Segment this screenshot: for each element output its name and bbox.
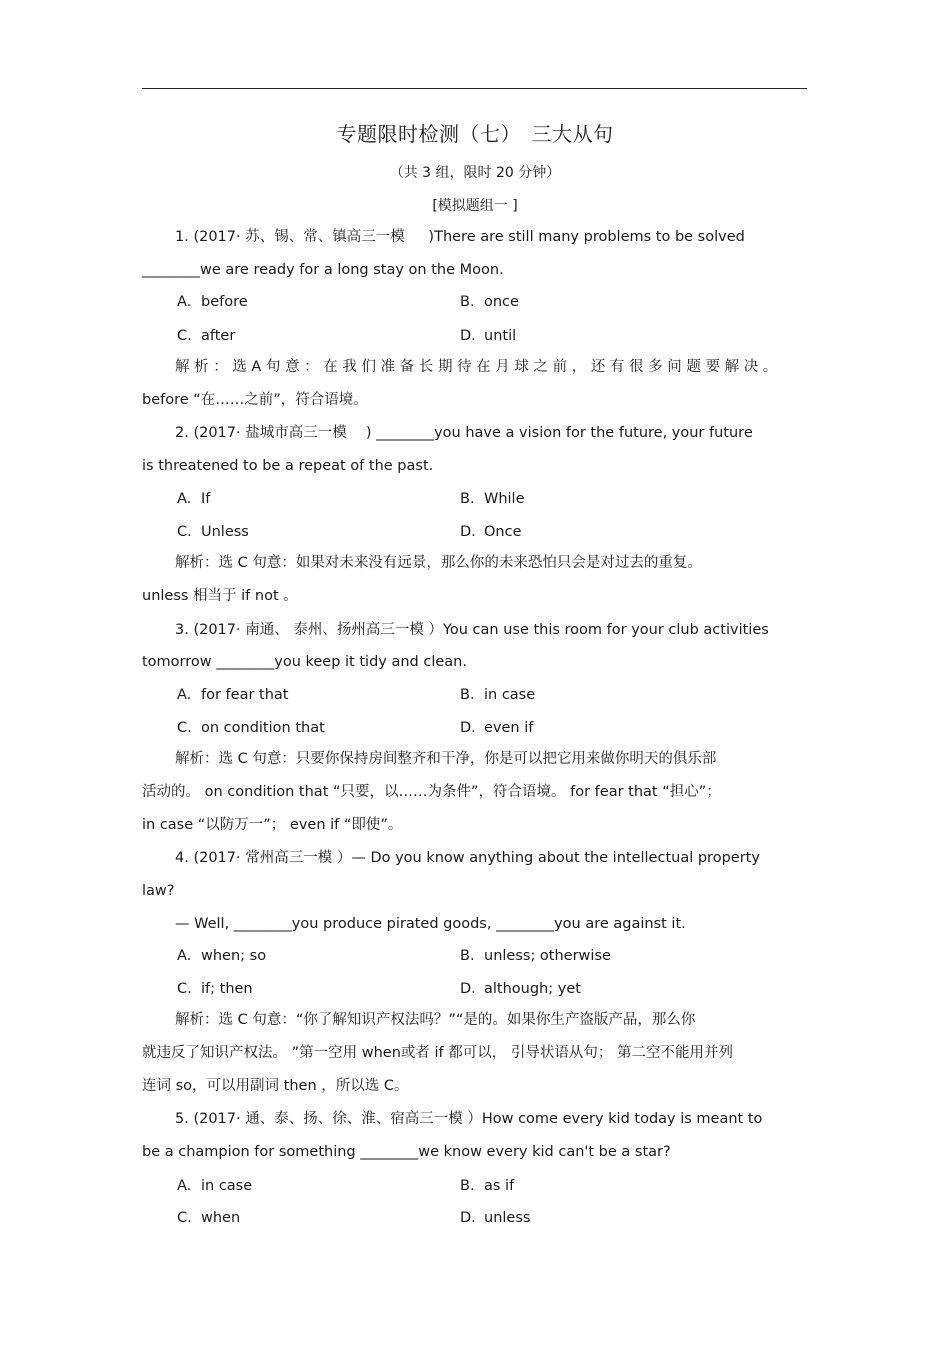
question-5-stem: 5. (2017· 通、泰、扬、徐、淮、宿高三一模 ）How come every kid today is meant to bbox=[175, 1111, 763, 1127]
option-text: unless; otherwise bbox=[484, 948, 611, 964]
option-text: in case bbox=[201, 1178, 253, 1194]
option-text: Once bbox=[484, 524, 522, 540]
option-letter: D. bbox=[460, 720, 476, 736]
option-text: While bbox=[484, 491, 525, 507]
question-5-option-c[interactable] bbox=[177, 1209, 240, 1227]
option-text: after bbox=[201, 328, 236, 344]
option-text: although; yet bbox=[484, 981, 581, 997]
question-1-analysis-cont: before “在……之前”，符合语境。 bbox=[142, 392, 368, 408]
question-3-option-b[interactable] bbox=[460, 686, 535, 704]
question-1-option-a[interactable] bbox=[177, 293, 248, 311]
question-4-stem-reply: — Well, ________you produce pirated goods, ________you are against it. bbox=[175, 916, 686, 932]
question-1-option-c[interactable] bbox=[177, 327, 235, 345]
option-text: on condition that bbox=[201, 720, 325, 736]
option-text: before bbox=[201, 294, 248, 310]
option-letter: C. bbox=[177, 981, 192, 997]
option-letter: B. bbox=[460, 294, 475, 310]
question-2-analysis-cont: unless 相当于 if not 。 bbox=[142, 588, 298, 604]
question-2-stem-cont: is threatened to be a repeat of the past. bbox=[142, 458, 434, 474]
option-text: in case bbox=[484, 687, 536, 703]
question-4-analysis: 解析：选 C 句意：“你了解知识产权法吗？”“是的。如果你生产盗版产品，那么你 bbox=[175, 1012, 696, 1028]
option-letter: B. bbox=[460, 948, 475, 964]
header-rule bbox=[142, 88, 807, 89]
question-3-analysis-cont: 活动的。 on condition that “只要，以……为条件”，符合语境。 for fear that “担心”； bbox=[142, 784, 721, 800]
question-4-option-a[interactable] bbox=[177, 947, 266, 965]
option-letter: A. bbox=[177, 491, 192, 507]
question-2-analysis: 解析：选 C 句意：如果对未来没有远景，那么你的未来恐怕只会是对过去的重复。 bbox=[175, 555, 702, 571]
question-2-option-b[interactable] bbox=[460, 490, 525, 508]
question-4-stem-cont: law? bbox=[142, 883, 175, 899]
question-5-option-b[interactable] bbox=[460, 1177, 514, 1195]
question-3-stem-cont: tomorrow ________you keep it tidy and clean. bbox=[142, 654, 467, 670]
question-3-option-d[interactable] bbox=[460, 719, 533, 737]
question-2-option-d[interactable] bbox=[460, 523, 522, 541]
option-text: even if bbox=[484, 720, 534, 736]
question-4-option-c[interactable] bbox=[177, 980, 253, 998]
option-letter: A. bbox=[177, 687, 192, 703]
group-heading: [模拟题组一 ] bbox=[432, 198, 518, 214]
option-letter: B. bbox=[460, 1178, 475, 1194]
option-letter: D. bbox=[460, 981, 476, 997]
option-text: when bbox=[201, 1210, 241, 1226]
option-letter: C. bbox=[177, 1210, 192, 1226]
option-text: Unless bbox=[201, 524, 249, 540]
question-5-stem-cont: be a champion for something ________we know every kid can't be a star? bbox=[142, 1144, 671, 1160]
option-text: for fear that bbox=[201, 687, 289, 703]
option-text: if; then bbox=[201, 981, 253, 997]
option-text: once bbox=[484, 294, 519, 310]
option-letter: C. bbox=[177, 328, 192, 344]
question-5-option-a[interactable] bbox=[177, 1177, 252, 1195]
question-5-option-d[interactable] bbox=[460, 1209, 530, 1227]
option-text: as if bbox=[484, 1178, 515, 1194]
option-letter: A. bbox=[177, 1178, 192, 1194]
question-4-analysis-cont2: 连词 so，可以用副词 then ，所以选 C。 bbox=[142, 1078, 409, 1094]
option-text: when; so bbox=[201, 948, 267, 964]
option-letter: B. bbox=[460, 491, 475, 507]
question-1-stem-cont: ________we are ready for a long stay on the Moon. bbox=[142, 262, 504, 278]
option-letter: D. bbox=[460, 524, 476, 540]
question-3-option-c[interactable] bbox=[177, 719, 325, 737]
page-title: 专题限时检测（七） 三大从句 bbox=[336, 122, 614, 146]
question-3-stem: 3. (2017· 南通、 泰州、扬州高三一模 ）You can use this room for your club activities bbox=[175, 622, 769, 638]
question-3-analysis-cont2: in case “以防万一”； even if “即使”。 bbox=[142, 817, 403, 833]
option-text: If bbox=[201, 491, 211, 507]
option-text: until bbox=[484, 328, 517, 344]
question-2-option-a[interactable] bbox=[177, 490, 210, 508]
question-1-option-b[interactable] bbox=[460, 293, 519, 311]
option-letter: D. bbox=[460, 1210, 476, 1226]
option-letter: D. bbox=[460, 328, 476, 344]
question-1-analysis: 解 析 ： 选 A 句 意 ： 在 我 们 准 备 长 期 待 在 月 球 之 前 ， 还 有 很 多 问 题 要 解 决 。 bbox=[175, 359, 778, 375]
question-3-analysis: 解析：选 C 句意：只要你保持房间整齐和干净，你是可以把它用来做你明天的俱乐部 bbox=[175, 751, 717, 767]
option-text: unless bbox=[484, 1210, 531, 1226]
page-subtitle: （共 3 组，限时 20 分钟） bbox=[389, 165, 561, 181]
question-3-option-a[interactable] bbox=[177, 686, 288, 704]
option-letter: C. bbox=[177, 720, 192, 736]
question-4-option-d[interactable] bbox=[460, 980, 581, 998]
option-letter: A. bbox=[177, 948, 192, 964]
option-letter: B. bbox=[460, 687, 475, 703]
question-4-analysis-cont: 就违反了知识产权法。 ”第一空用 when或者 if 都可以， 引导状语从句； 第二空不能用并列 bbox=[142, 1045, 733, 1061]
question-2-option-c[interactable] bbox=[177, 523, 249, 541]
option-letter: C. bbox=[177, 524, 192, 540]
question-1-stem: 1. (2017· 苏、锡、常、镇高三一模 )There are still many problems to be solved bbox=[175, 229, 745, 245]
question-4-option-b[interactable] bbox=[460, 947, 611, 965]
question-1-option-d[interactable] bbox=[460, 327, 516, 345]
question-4-stem: 4. (2017· 常州高三一模 ）— Do you know anything about the intellectual property bbox=[175, 850, 760, 866]
option-letter: A. bbox=[177, 294, 192, 310]
question-2-stem: 2. (2017· 盐城市高三一模 ) ________you have a vision for the future, your future bbox=[175, 425, 753, 441]
